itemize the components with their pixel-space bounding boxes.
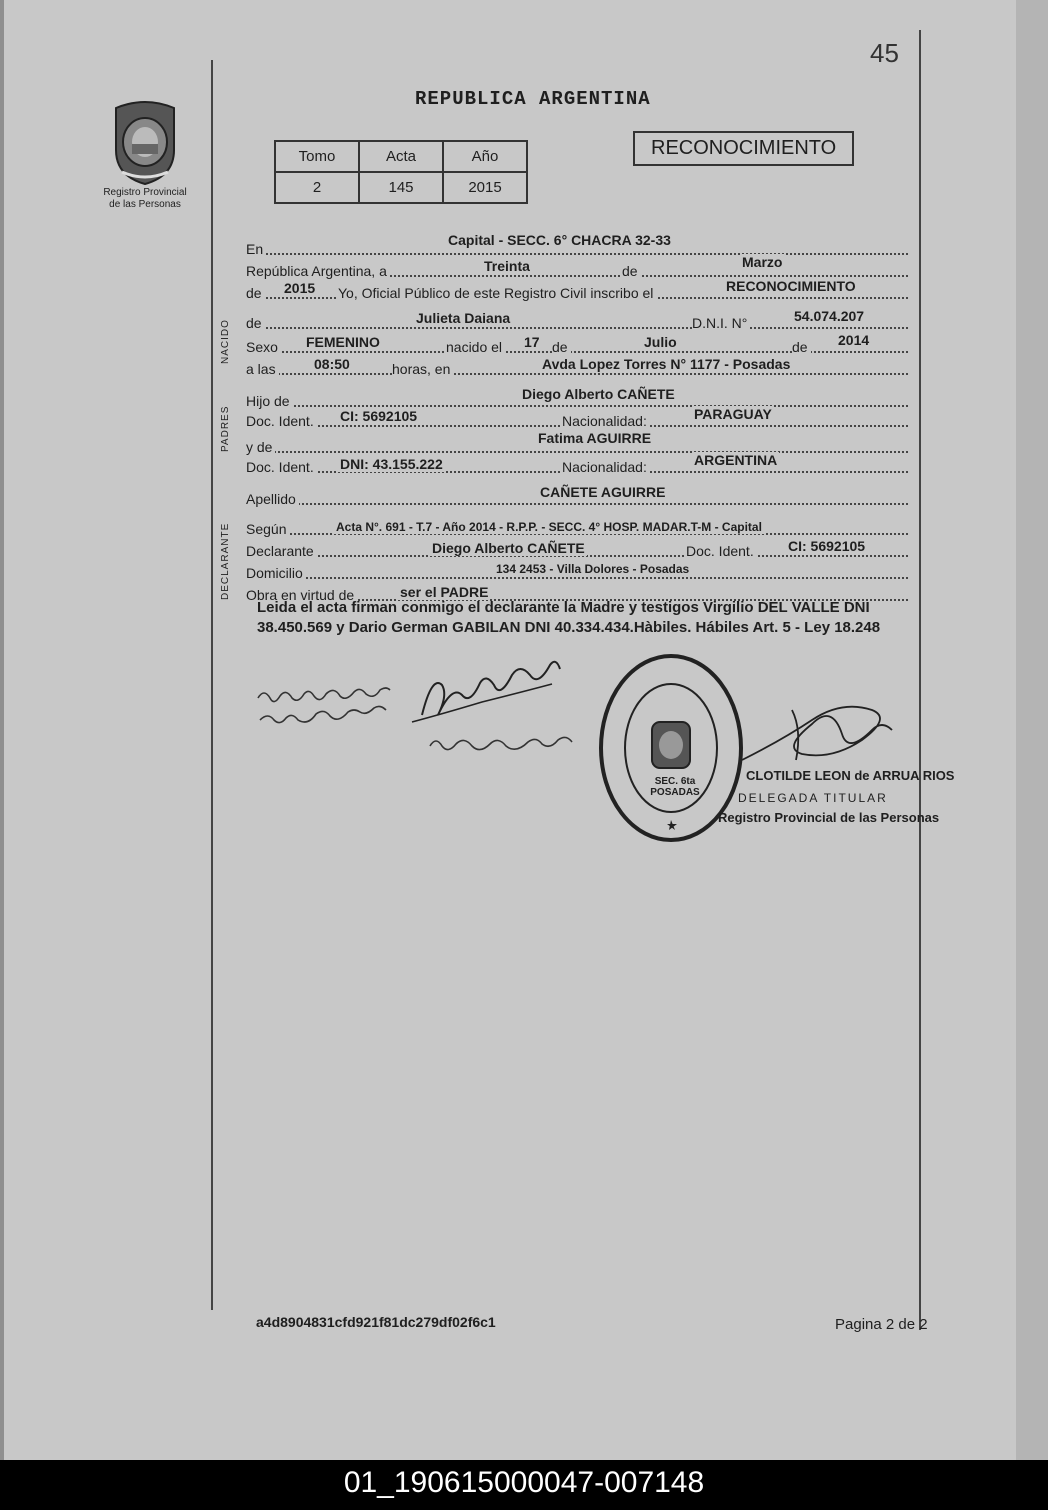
record-type-box: RECONOCIMIENTO — [633, 131, 854, 166]
right-margin-line — [919, 30, 921, 1330]
side-label-padres: PADRES — [220, 405, 231, 452]
row-declarante: Declarante Diego Alberto CAÑETE Doc. Ident. CI: 5692105 — [246, 538, 908, 560]
row-doc-madre: Doc. Ident. DNI: 43.155.222 Nacionalidad: ARGENTINA — [246, 454, 908, 476]
row-hora: a las 08:50 horas, en Avda Lopez Torres N° 1177 - Posadas — [246, 356, 908, 378]
value-doc-declarante: CI: 5692105 — [788, 538, 866, 554]
row-sexo: Sexo FEMENINO nacido el 17 de Julio de 2014 — [246, 334, 908, 356]
row-year: de 2015 Yo, Oficial Público de este Registro Civil inscribo el RECONOCIMIENTO — [246, 280, 908, 302]
value-segun: Acta N°. 691 - T.7 - Año 2014 - R.P.P. - SECC. 4° HOSP. MADAR.T-M - Capital — [336, 520, 762, 534]
value-obra: ser el PADRE — [400, 584, 489, 600]
pagination: Pagina 2 de 2 — [835, 1316, 928, 1333]
side-label-declarante: DECLARANTE — [220, 522, 231, 600]
handwritten-signatures — [252, 660, 612, 770]
row-republica: República Argentina, a Treinta de Marzo — [246, 258, 908, 280]
value-lugar: Avda Lopez Torres N° 1177 - Posadas — [542, 356, 791, 372]
value-name: Julieta Daiana — [416, 310, 511, 326]
value-sexo: FEMENINO — [306, 334, 380, 350]
row-doc-padre: Doc. Ident. CI: 5692105 Nacionalidad: PARAGUAY — [246, 408, 908, 430]
row-segun: Según Acta N°. 691 - T.7 - Año 2014 - R.P.P. - SECC. 4° HOSP. MADAR.T-M - Capital — [246, 516, 908, 538]
registry-caption: Registro Provincial de las Personas — [103, 187, 187, 210]
value-padre: Diego Alberto CAÑETE — [522, 386, 675, 402]
signer-signature — [732, 690, 902, 780]
value-doc-padre: CI: 5692105 — [340, 408, 418, 424]
closing-paragraph: Leida el acta firman conmigo el declarante la Madre y testigos Virgilio DEL VALLE DNI 38.450.569 y Dario German GABILAN DNI 40.334.434.Hàbiles. Hábiles Art. 5 - Ley 18.248 — [257, 599, 881, 636]
signer-name: CLOTILDE LEON de ARRUA RIOS — [746, 768, 955, 783]
page-number: 45 — [870, 38, 899, 68]
act-value-tomo: 2 — [275, 172, 359, 203]
stamp-inner-text: SEC. 6ta POSADAS — [650, 776, 700, 798]
side-label-nacido: NACIDO — [220, 319, 231, 364]
row-madre: y de Fatima AGUIRRE — [246, 434, 908, 456]
row-obra: Obra en virtud de ser el PADRE — [246, 582, 908, 604]
act-header-anio: Año — [443, 141, 527, 172]
value-day: Treinta — [484, 258, 530, 274]
document-title: REPUBLICA ARGENTINA — [415, 88, 651, 110]
act-value-anio: 2015 — [443, 172, 527, 203]
row-hijo: Hijo de Diego Alberto CAÑETE — [246, 388, 908, 410]
act-header-tomo: Tomo — [275, 141, 359, 172]
value-domicilio: 134 2453 - Villa Dolores - Posadas — [496, 562, 690, 576]
value-nac-madre: ARGENTINA — [694, 452, 778, 468]
value-place: Capital - SECC. 6° CHACRA 32-33 — [448, 232, 671, 248]
value-birth-day: 17 — [524, 334, 540, 350]
value-hora: 08:50 — [314, 356, 350, 372]
value-apellido: CAÑETE AGUIRRE — [540, 484, 666, 500]
act-value-acta: 145 — [359, 172, 443, 203]
left-margin-line — [211, 60, 213, 1310]
row-domicilio: Domicilio 134 2453 - Villa Dolores - Posadas — [246, 560, 908, 582]
value-birth-year: 2014 — [838, 332, 870, 348]
value-month: Marzo — [742, 254, 783, 270]
act-table — [274, 140, 528, 204]
value-dni: 54.074.207 — [794, 308, 865, 324]
value-declarante: Diego Alberto CAÑETE — [432, 540, 585, 556]
row-apellido: Apellido CAÑETE AGUIRRE — [246, 486, 908, 508]
province-seal-logo — [108, 98, 182, 186]
row-en: En Capital - SECC. 6° CHACRA 32-33 — [246, 236, 908, 258]
value-nac-padre: PARAGUAY — [694, 406, 772, 422]
value-year: 2015 — [284, 280, 316, 296]
signer-org: Registro Provincial de las Personas — [718, 810, 940, 825]
footer-id-bar: 01_190615000047-007148 — [0, 1460, 1048, 1510]
value-doc-madre: DNI: 43.155.222 — [340, 456, 443, 472]
row-name: de Julieta Daiana D.N.I. N° 54.074.207 — [246, 310, 908, 332]
value-inscribo: RECONOCIMIENTO — [726, 278, 856, 294]
act-header-acta: Acta — [359, 141, 443, 172]
signer-role: DELEGADA TITULAR — [738, 791, 888, 805]
document-hash: a4d8904831cfd921f81dc279df02f6c1 — [256, 1314, 496, 1330]
value-madre: Fatima AGUIRRE — [538, 430, 652, 446]
page-edge — [1016, 0, 1048, 1460]
value-birth-month: Julio — [644, 334, 677, 350]
